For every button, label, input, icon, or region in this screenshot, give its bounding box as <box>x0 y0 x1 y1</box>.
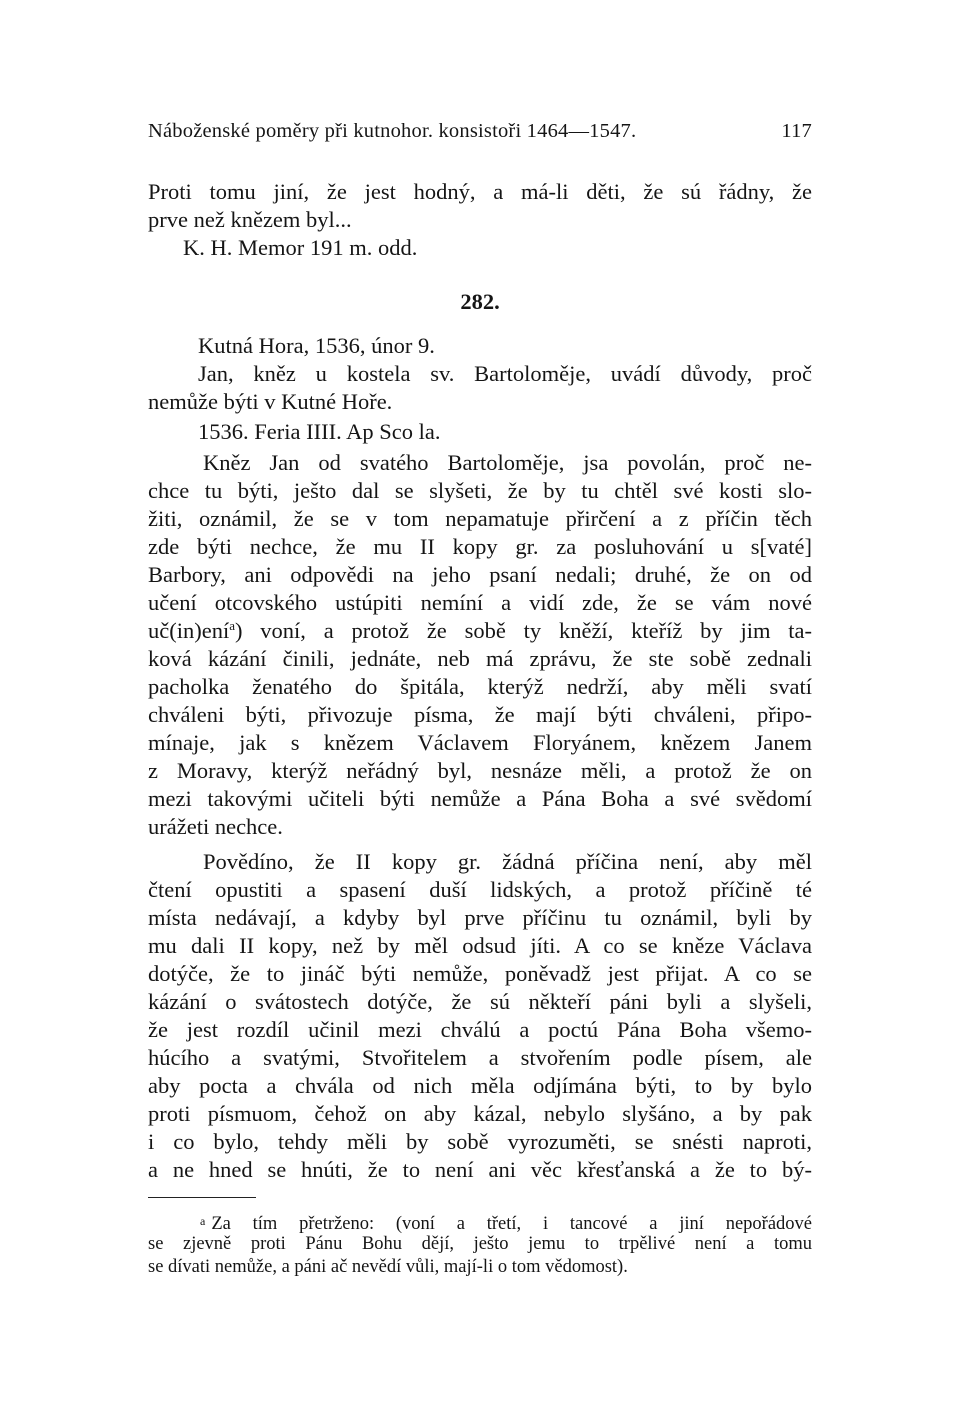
entry-place-date: Kutná Hora, 1536, únor 9. <box>198 333 435 358</box>
paragraph-line: čtení opustiti a spasení duší lidských, a protož příčině té <box>148 877 812 902</box>
text-line: Proti tomu jiní, že jest hodný, a má-li děti, že sú řádny, že <box>148 179 812 204</box>
paragraph-line: místa nedávají, a kdyby byl prve příčinu tu oznámil, byli by <box>148 905 812 930</box>
paragraph-line: a ne hned se hnúti, že to není ani věc křesťanská a že to bý- <box>148 1157 812 1182</box>
page-number: 117 <box>781 120 812 142</box>
paragraph-line: Kněz Jan od svatého Bartoloměje, jsa povolán, proč ne- <box>203 450 812 475</box>
text-line: prve než knězem byl... <box>148 207 352 232</box>
source-citation: K. H. Memor 191 m. odd. <box>183 235 418 260</box>
paragraph-line: Barbory, ani odpovědi na jeho psaní nedali; druhé, že on od <box>148 562 812 587</box>
paragraph-line: kázání o svátostech dotýče, že sú někteří páni byli a slyšeli, <box>148 989 812 1014</box>
entry-summary-line: nemůže býti v Kutné Hoře. <box>148 389 393 414</box>
entry-summary-line: Jan, kněz u kostela sv. Bartoloměje, uvádí důvody, proč <box>198 361 812 386</box>
paragraph-line: ková kázání činili, jednáte, neb má zprávu, že ste sobě zednali <box>148 646 812 671</box>
entry-dating: 1536. Feria IIII. Ap Sco la. <box>198 419 441 444</box>
paragraph-line: urážeti nechce. <box>148 814 283 839</box>
paragraph-line: Povědíno, že II kopy gr. žádná příčina není, aby měl <box>203 849 812 874</box>
paragraph-line: mínaje, jak s knězem Václavem Floryánem, knězem Janem <box>148 730 812 755</box>
paragraph-line <box>148 617 812 645</box>
paragraph-line: i co bylo, tehdy měli by sobě vyrozuměti, se snésti naproti, <box>148 1129 812 1154</box>
paragraph-line: zde býti nechce, že mu II kopy gr. za posluhování u s[vaté] <box>148 534 812 559</box>
paragraph-line: proti písmuom, čehož on aby kázal, nebylo slyšáno, a by pak <box>148 1101 812 1126</box>
paragraph-line: že jest rozdíl učinil mezi chválú a poctú Pána Boha všemo- <box>148 1017 812 1042</box>
paragraph-line: chváleni býti, přivozuje písma, že mají býti chváleni, připo- <box>148 702 812 727</box>
paragraph-line: aby pocta a chvála od nich měla odjímána býti, to by bylo <box>148 1073 812 1098</box>
footnote-line: se zjevně proti Pánu Bohu dějí, ješto jemu to trpělivé není a tomu <box>148 1234 812 1254</box>
running-header <box>148 120 812 150</box>
footnote-text: Za tím přetrženo: (voní a třetí, i tancové a jiní nepořádové <box>211 1214 812 1234</box>
paragraph-line-part: uč(in)ení <box>148 618 230 643</box>
footnote-reference: a <box>229 618 235 633</box>
paragraph-line-part: ) voní, a protož že sobě ty kněží, kteříž by jim ta- <box>235 618 812 643</box>
running-title: Náboženské poměry při kutnohor. konsistoři 1464—1547. <box>148 120 637 142</box>
paragraph-line: dotýče, že to jináč býti nemůže, poněvadž jest přijat. A co se <box>148 961 812 986</box>
paragraph-line: húcího a svatými, Stvořitelem a stvořením podle písem, ale <box>148 1045 812 1070</box>
paragraph-line: chce tu býti, ješto dal se slyšeti, že by tu chtěl své kosti slo- <box>148 478 812 503</box>
paragraph-line: mu dali II kopy, než by měl odsud jíti. A co se kněze Václava <box>148 933 812 958</box>
paragraph-line: pacholka ženatého do špitála, kterýž nedrží, aby měli svatí <box>148 674 812 699</box>
footnote-divider <box>148 1197 256 1198</box>
footnote-mark: a <box>200 1214 206 1228</box>
paragraph-line: žiti, oznámil, že se v tom nepamatuje přirčení a z příčin těch <box>148 506 812 531</box>
paragraph-line: mezi takovými učiteli býti nemůže a Pána Boha a své svědomí <box>148 786 812 811</box>
footnote-line <box>200 1210 812 1235</box>
paragraph-line: z Moravy, kterýž neřádný byl, nesnáze měli, a protož že on <box>148 758 812 783</box>
entry-number: 282. <box>460 289 500 314</box>
footnote-line: se dívati nemůže, a páni ač nevědí vůli, mají-li o tom vědomost). <box>148 1257 628 1277</box>
paragraph-line: učení otcovského ustúpiti nemíní a vidí zde, že se vám nové <box>148 590 812 615</box>
